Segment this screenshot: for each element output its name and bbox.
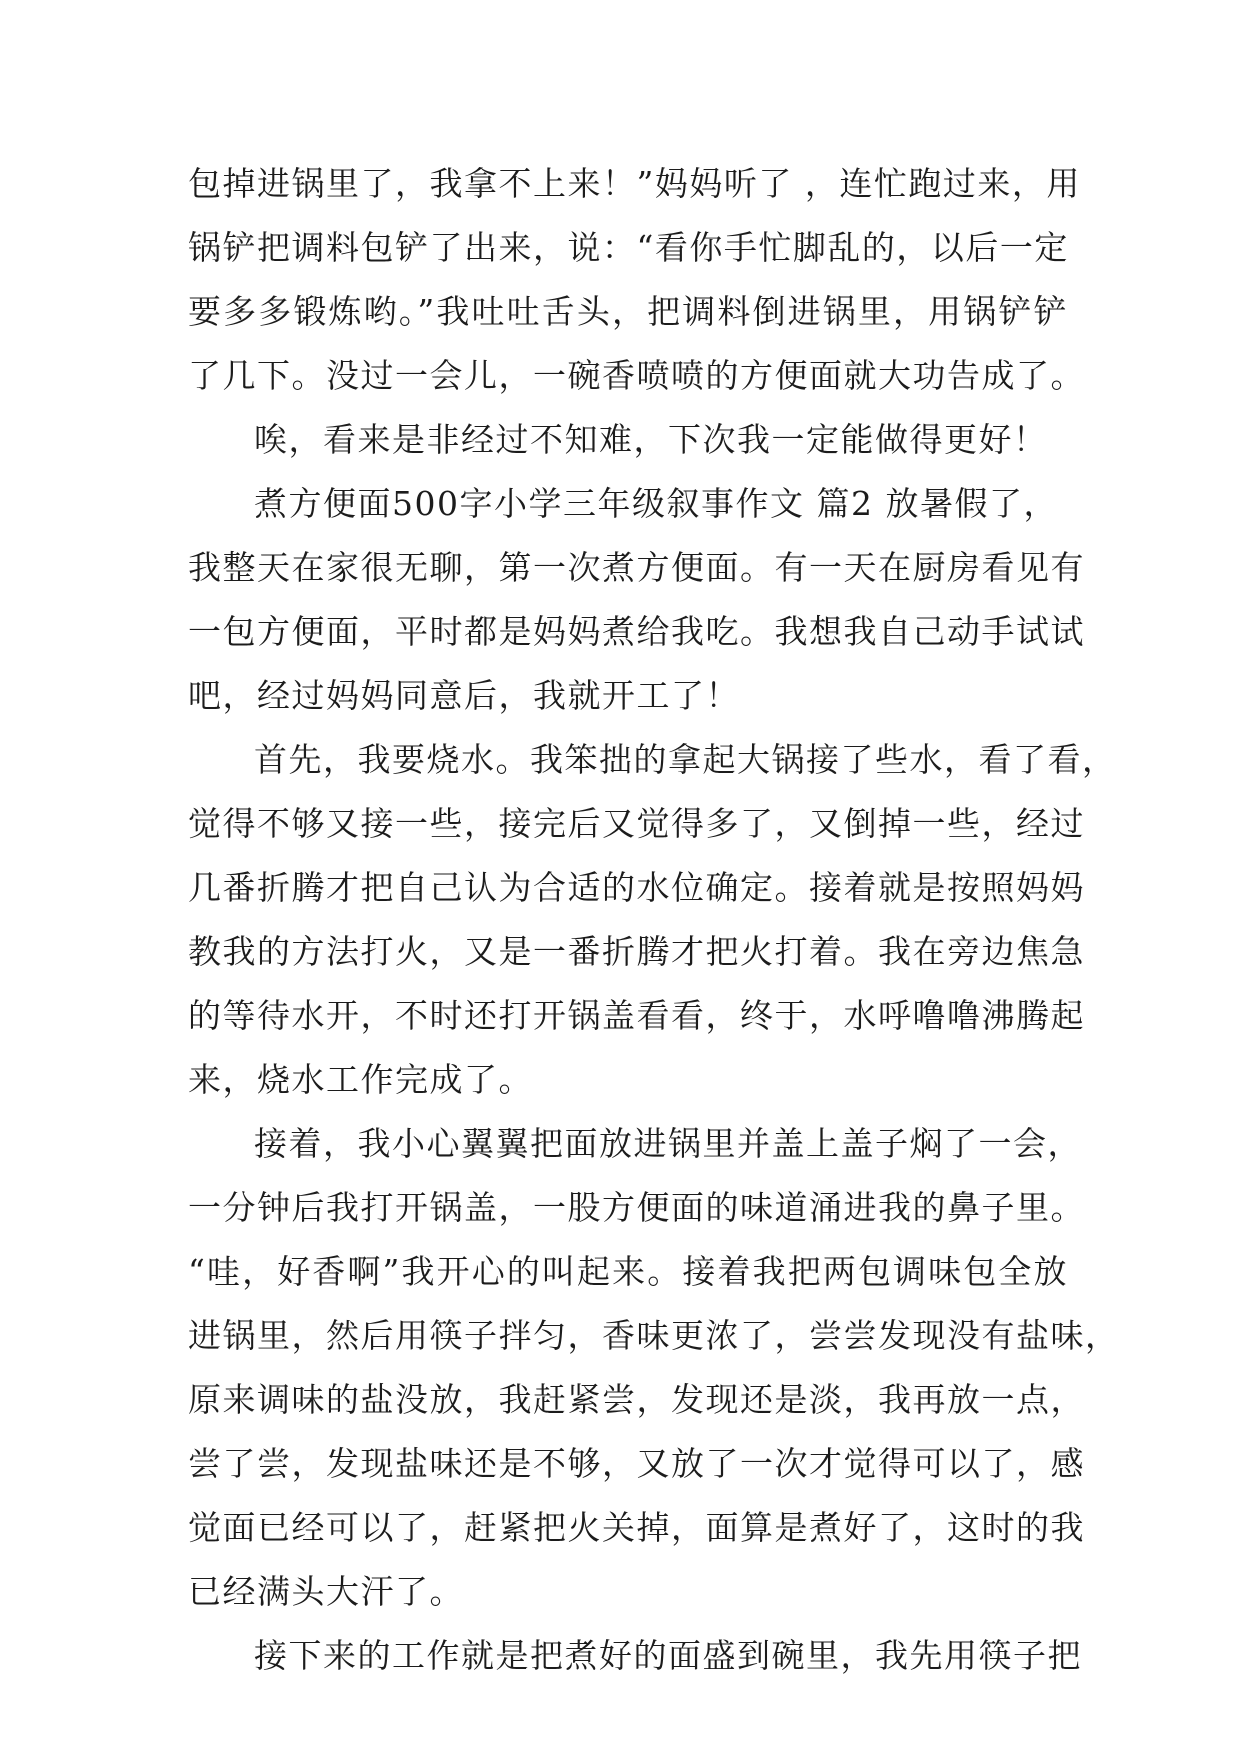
article-body <box>188 152 1120 1688</box>
text-line: 教我的方法打火，又是一番折腾才把火打着。我在旁边焦急 <box>188 932 1085 971</box>
text-line: 接下来的工作就是把煮好的面盛到碗里，我先用筷子把 <box>254 1636 1082 1675</box>
text-line: 的等待水开，不时还打开锅盖看看，终于，水呼噜噜沸腾起 <box>188 996 1085 1035</box>
text-line: 原来调味的盐没放，我赶紧尝，发现还是淡，我再放一点， <box>188 1380 1085 1419</box>
text-line: 进锅里，然后用筷子拌匀，香味更浓了，尝尝发现没有盐味， <box>188 1316 1120 1355</box>
text-line: 接着，我小心翼翼把面放进锅里并盖上盖子焖了一会， <box>254 1124 1082 1163</box>
text-line: 来，烧水工作完成了。 <box>188 1060 533 1099</box>
text-line: 一分钟后我打开锅盖，一股方便面的味道涌进我的鼻子里。 <box>188 1188 1085 1227</box>
text-line: 觉面已经可以了，赶紧把火关掉，面算是煮好了，这时的我 <box>188 1508 1085 1547</box>
text-line: 要多多锻炼哟。”我吐吐舌头，把调料倒进锅里，用锅铲铲 <box>188 292 1068 331</box>
text-line: 尝了尝，发现盐味还是不够，又放了一次才觉得可以了，感 <box>188 1444 1085 1483</box>
text-line: 几番折腾才把自己认为合适的水位确定。接着就是按照妈妈 <box>188 868 1085 907</box>
text-line: 首先，我要烧水。我笨拙的拿起大锅接了些水，看了看， <box>254 740 1117 779</box>
text-line: 觉得不够又接一些，接完后又觉得多了，又倒掉一些，经过 <box>188 804 1085 843</box>
text-line: 我整天在家很无聊，第一次煮方便面。有一天在厨房看见有 <box>188 548 1085 587</box>
text-line: 唉，看来是非经过不知难，下次我一定能做得更好！ <box>254 420 1048 459</box>
text-line: “哇，好香啊”我开心的叫起来。接着我把两包调味包全放 <box>188 1252 1068 1291</box>
section-heading-line: 煮方便面500字小学三年级叙事作文 篇2 放暑假了， <box>254 484 1058 523</box>
text-line: 吧，经过妈妈同意后，我就开工了！ <box>188 676 740 715</box>
text-line: 包掉进锅里了，我拿不上来！”妈妈听了 ，连忙跑过来，用 <box>188 164 1081 203</box>
text-line: 已经满头大汗了。 <box>188 1572 464 1611</box>
text-line: 了几下。没过一会儿，一碗香喷喷的方便面就大功告成了。 <box>188 356 1085 395</box>
text-line: 一包方便面，平时都是妈妈煮给我吃。我想我自己动手试试 <box>188 612 1085 651</box>
text-line: 锅铲把调料包铲了出来，说：“看你手忙脚乱的，以后一定 <box>188 228 1069 267</box>
